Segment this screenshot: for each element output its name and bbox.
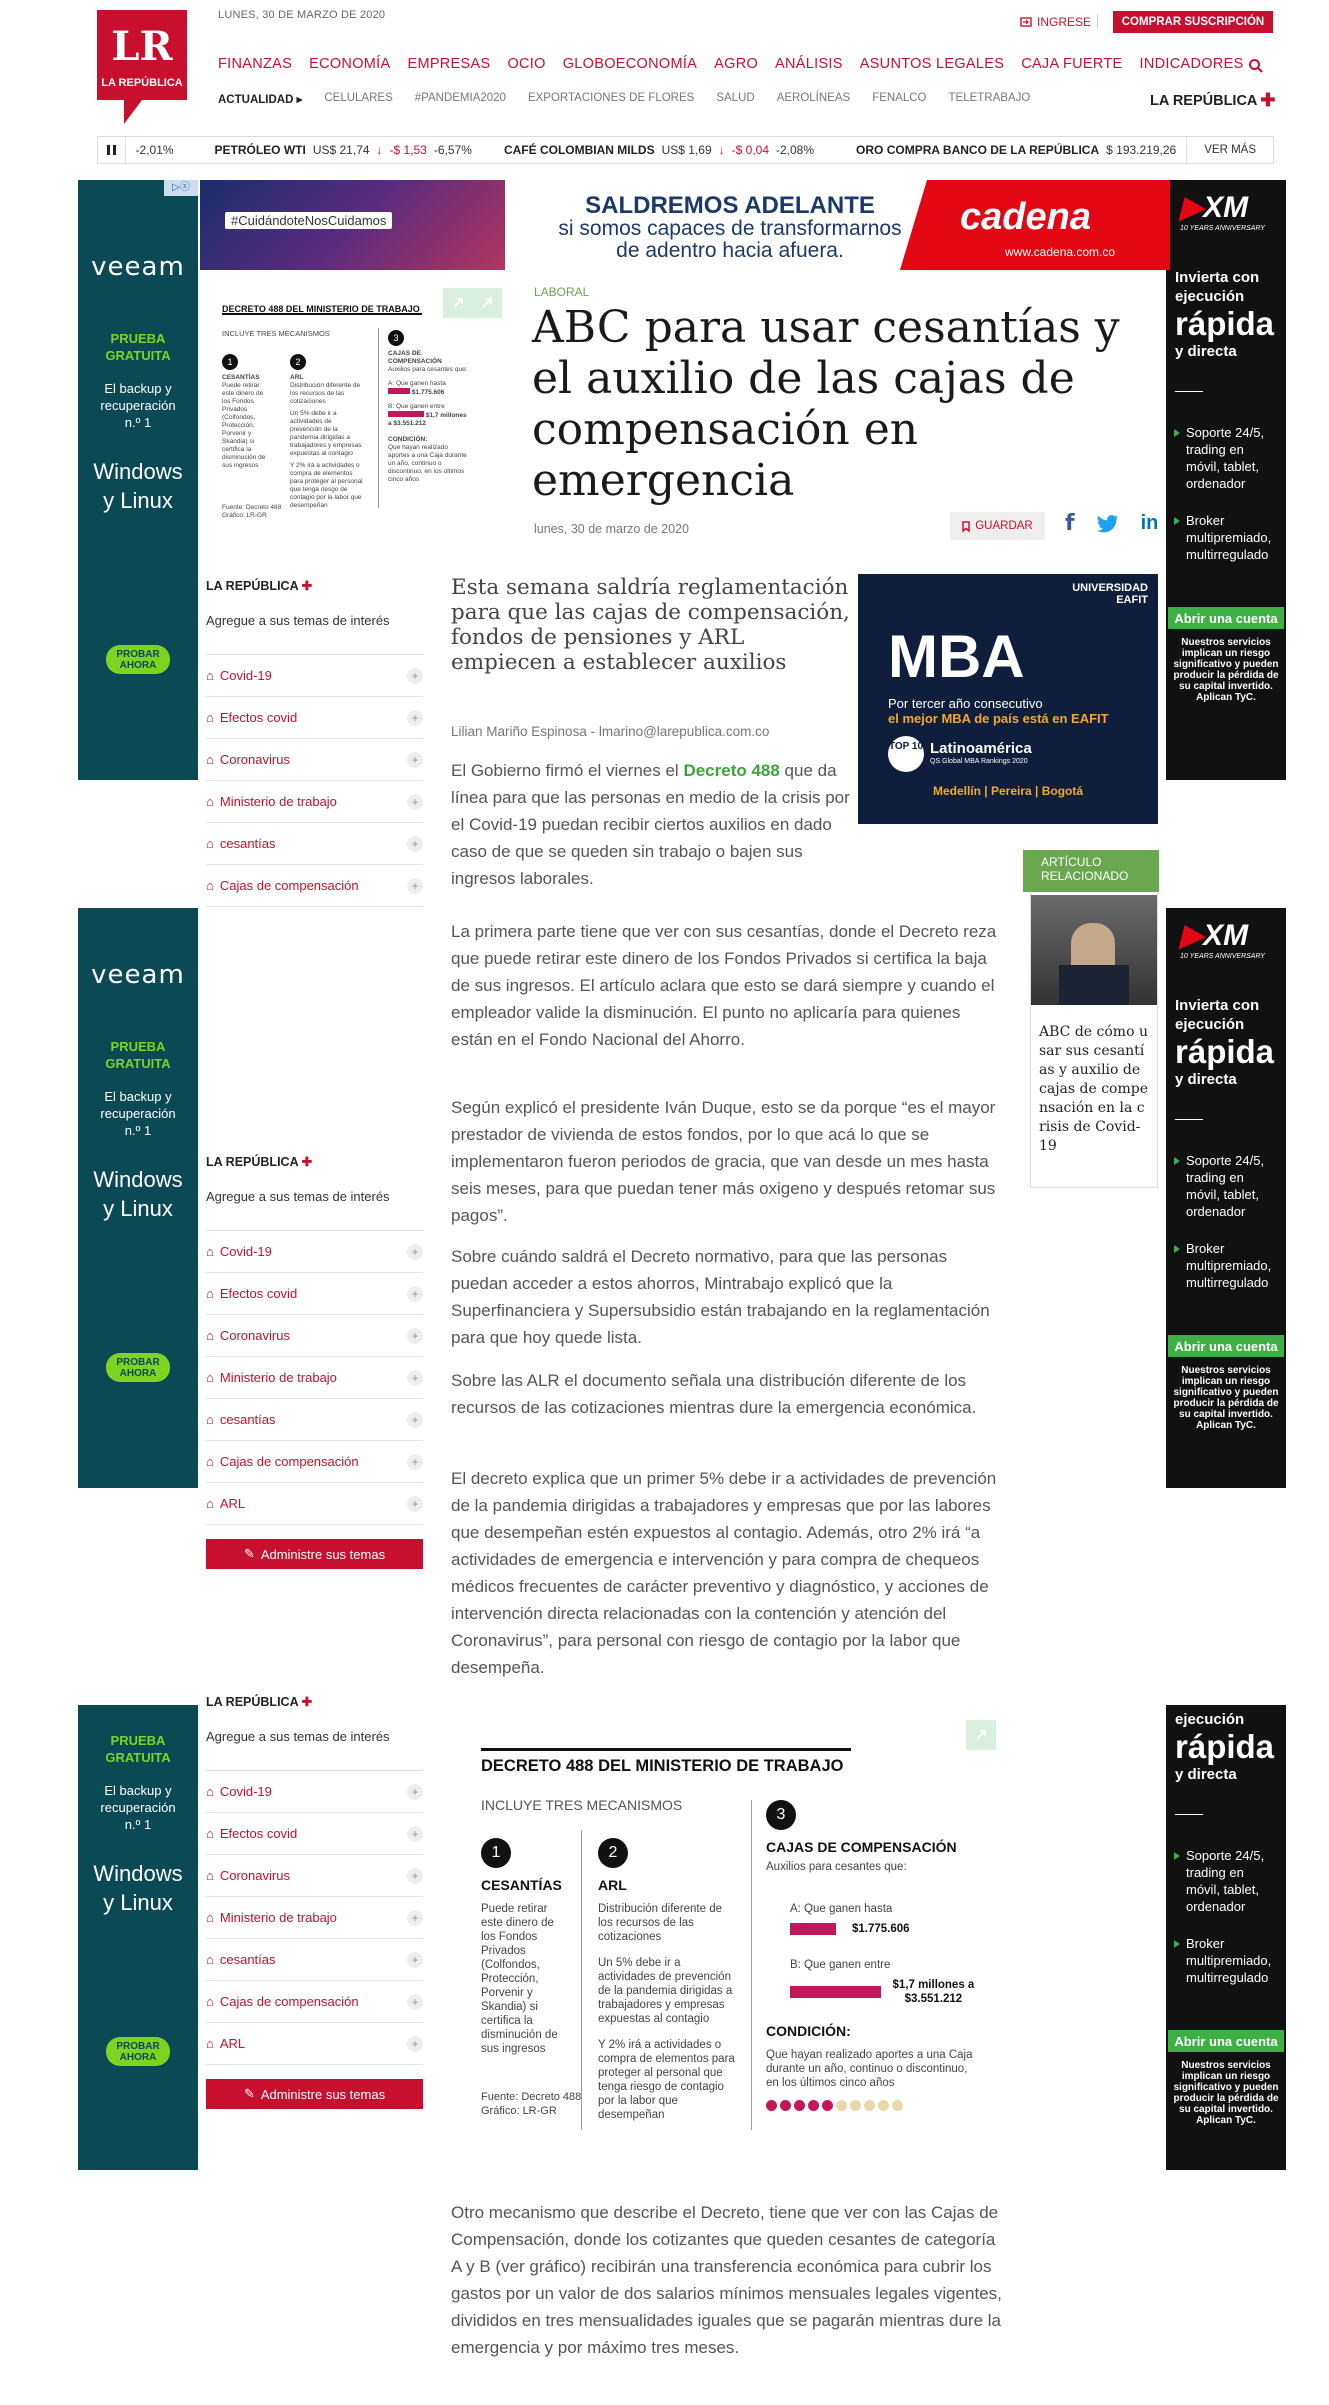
xm-logo: ▶XM — [1180, 919, 1249, 952]
interest-topic[interactable]: ⌂ Ministerio de trabajo + — [206, 1897, 423, 1939]
tag-icon: ⌂ — [206, 2036, 214, 2051]
login-label: INGRESE — [1037, 15, 1092, 29]
subnav-item-actualidad[interactable]: ACTUALIDAD ▸ — [218, 94, 303, 106]
linkedin-icon[interactable]: in — [1140, 512, 1159, 534]
add-topic-icon[interactable]: + — [407, 2036, 423, 2052]
down-arrow-icon: ↓ — [376, 143, 383, 157]
add-topic-icon[interactable]: + — [407, 1454, 423, 1470]
plus-icon: ✚ — [301, 1695, 313, 1709]
add-topic-icon[interactable]: + — [407, 1952, 423, 1968]
tag-icon: ⌂ — [206, 1784, 214, 1799]
decree-link[interactable]: Decreto 488 — [683, 761, 780, 780]
nav-item[interactable]: ASUNTOS LEGALES — [859, 56, 1005, 72]
interest-topic[interactable]: ⌂ Efectos covid + — [206, 1813, 423, 1855]
related-image — [1031, 895, 1157, 1005]
interest-topic[interactable]: ⌂ ARL + — [206, 1483, 423, 1525]
ticker-item: -2,01% — [135, 143, 174, 157]
expand-icon[interactable] — [443, 288, 473, 318]
veeam-ad[interactable]: ▷ⓧ veeam PRUEBA GRATUITA El backup y recuperación n.º 1 Windows y Linux PROBAR AHORA — [78, 180, 198, 780]
plus-icon: ✚ — [1260, 90, 1276, 110]
xm-ad[interactable]: Invierta con ejecución rápida y directa Soporte 24/5, trading en móvil, tablet, ordenador Broker multipremiado, multirregulado Abrir una cuenta Nuestros servicios implican un riesgo significativo y pueden producir la pérdida de su capital invertido. Aplican TyC. — [1166, 1705, 1286, 2170]
tag-icon: ⌂ — [206, 1412, 214, 1427]
add-topic-icon[interactable]: + — [407, 752, 423, 768]
interest-panel: LA REPÚBLICA ✚ Agregue a sus temas de interés ⌂ Covid-19 + ⌂ Efectos covid + ⌂ Coronavirus + ⌂ Ministerio de trabajo + ⌂ cesantías + ⌂ Cajas de compensación + — [206, 578, 423, 907]
add-topic-icon[interactable]: + — [407, 1328, 423, 1344]
lr-plus-label: LA REPÚBLICA — [1150, 92, 1258, 109]
svg-text:LR: LR — [111, 23, 173, 70]
sub-nav — [218, 92, 1030, 106]
interest-topic[interactable]: ⌂ Coronavirus + — [206, 1855, 423, 1897]
veeam-cta[interactable]: PROBAR AHORA — [106, 2037, 170, 2066]
plus-icon: ✚ — [301, 579, 313, 593]
tag-icon: ⌂ — [206, 710, 214, 725]
interest-topic[interactable]: ⌂ Covid-19 + — [206, 1231, 423, 1273]
social-share — [1065, 511, 1158, 536]
add-topic-icon[interactable]: + — [407, 1910, 423, 1926]
ticker-item: ORO COMPRA BANCO DE LA REPÚBLICA $ 193.219,26 — [856, 143, 1177, 157]
add-topic-icon[interactable]: + — [407, 1412, 423, 1428]
tag-icon: ⌂ — [206, 1910, 214, 1925]
number-badge: 2 — [598, 1838, 628, 1868]
number-badge: 3 — [766, 1800, 796, 1830]
paragraph: Otro mecanismo que describe el Decreto, tiene que ver con las Cajas de Compensación, donde los cotizantes que queden cesantes de categoría A y B (ver gráfico) recibirán una transferencia económica para cubrir los gastos por un valor de dos salarios mínimos mensuales legales vigentes, divididos en tres mensualidades iguales que se pagarán mientras dure la emergencia y por máximo tres meses. — [451, 2203, 1002, 2357]
paragraph: El Gobierno firmó el viernes el Decreto 488 que da línea para que las personas en medio de la crisis por el Covid-19 puedan recibir ciertos auxilios en dado caso de que se queden sin trabajo o bajen sus ingresos laborales. — [451, 761, 850, 888]
interest-topic[interactable]: ⌂ Covid-19 + — [206, 655, 423, 697]
paragraph: La primera parte tiene que ver con sus cesantías, donde el Decreto reza que puede retirar este dinero de los Fondos Privados si certifica la baja de sus ingresos. El artículo aclara que esto se dará siempre y cuando el empleador valide la disminución. El punto no aplicaría para quienes están en el Fondo Nacional del Ahorro. — [451, 922, 997, 1049]
tag-icon: ⌂ — [206, 878, 214, 893]
nav-item[interactable]: ANÁLISIS — [775, 56, 843, 72]
ticker-item: CAFÉ COLOMBIAN MILDS US$ 1,69 ↓ -$ 0,04 -2,08% — [503, 143, 815, 157]
infographic[interactable]: DECRETO 488 DEL MINISTERIO DE TRABAJO INCLUYE TRES MECANISMOS 1 CESANTÍAS Puede retirar este dinero de los Fondos Privados (Colfondos, Protección, Porvenir y Skandia) si certifica la disminución de sus ingresos 2 ARL Distribución diferente de los recursos de las cotizaciones Un 5% debe ir a actividades de prevención de la pandemia dirigidas a trabajadores y empresas expuestas al contagio Y 2% irá a actividades o compra de elementos para proteger al personal que tenga riesgo de contagio por la labor que desempeñan 3 CAJAS DE COMPENSACIÓN Auxilios para cesantes que: A: Que ganen hasta $1.775.606 B: Que ganen entre $1,7 millones a $3.551.212 CONDICIÓN: Que hayan realizado aportes a una Caja durante un año, continuo o discontinuo, en los últimos cinco años Fuente: Decreto 488 Gráfico: LR-GR — [451, 1720, 1003, 2140]
nav-item[interactable]: EMPRESAS — [407, 56, 491, 72]
subnav-item[interactable]: TELETRABAJO — [948, 92, 1031, 104]
tag-icon: ⌂ — [206, 1244, 214, 1259]
tag-icon: ⌂ — [206, 752, 214, 767]
veeam-ad[interactable]: veeam PRUEBA GRATUITA El backup y recuperación n.º 1 Windows y Linux PROBAR AHORA — [78, 908, 198, 1488]
interest-topic[interactable]: ⌂ cesantías + — [206, 1939, 423, 1981]
infographic-title: DECRETO 488 DEL MINISTERIO DE TRABAJO — [481, 1748, 851, 1773]
add-topic-icon[interactable]: + — [407, 1370, 423, 1386]
save-button[interactable]: GUARDAR — [950, 512, 1045, 540]
header-divider — [1097, 14, 1098, 28]
xm-cta-button[interactable]: Abrir una cuenta — [1168, 607, 1284, 629]
interest-topic[interactable]: ⌂ Cajas de compensación + — [206, 865, 423, 907]
bar-b — [790, 1986, 881, 1998]
article-lead: Esta semana saldría reglamentación para que las cajas de compensación, fondos de pensiones y ARL empiecen a establecer auxilios — [451, 575, 850, 675]
number-badge: 1 — [481, 1838, 511, 1868]
subnav-item[interactable]: AEROLÍNEAS — [776, 92, 851, 104]
related-article-card[interactable] — [1030, 850, 1158, 1188]
interest-topic[interactable]: ⌂ Efectos covid + — [206, 1273, 423, 1315]
divider — [1175, 391, 1203, 392]
add-topic-icon[interactable]: + — [407, 794, 423, 810]
year-dots — [766, 2100, 976, 2111]
interest-topic[interactable]: ⌂ Cajas de compensación + — [206, 1441, 423, 1483]
divider — [1175, 1119, 1203, 1120]
subnav-item[interactable]: EXPORTACIONES DE FLORES — [527, 92, 695, 104]
facebook-icon[interactable]: f — [1065, 511, 1075, 536]
market-ticker — [97, 136, 1274, 164]
interest-panel: LA REPÚBLICA ✚ Agregue a sus temas de interés ⌂ Covid-19 + ⌂ Efectos covid + ⌂ Coronavirus + ⌂ Ministerio de trabajo + ⌂ cesantías + ⌂ Cajas de compensación + ⌂ ARL + ✎ Administre sus temas — [206, 1694, 423, 2170]
veeam-cta[interactable]: PROBAR AHORA — [106, 645, 170, 674]
divider — [1175, 1814, 1203, 1815]
veeam-cta[interactable]: PROBAR AHORA — [106, 1353, 170, 1382]
tag-icon: ⌂ — [206, 1286, 214, 1301]
add-topic-icon[interactable]: + — [407, 668, 423, 684]
nav-item[interactable]: OCIO — [507, 56, 546, 72]
paragraph: Sobre las ALR el documento señala una distribución diferente de los recursos de las cotizaciones mientras dure la emergencia económica. — [451, 1371, 977, 1417]
add-topic-icon[interactable]: + — [407, 1784, 423, 1800]
eafit-mba-ad[interactable]: UNIVERSIDAD EAFIT MBA Por tercer año consecutivo el mejor MBA de país está en EAFIT TOP 10 Latinoamérica QS Global MBA Rankings 2020 Medellín | Pereira | Bogotá — [858, 574, 1158, 824]
login-icon — [1020, 17, 1032, 27]
paragraph: Sobre cuándo saldrá el Decreto normativo, para que las personas puedan acceder a estos ahorros, Mintrabajo explicó que la Superfinanciera y Supersubsidio están trabajando en la reglamentación para que hoy quede lista. — [451, 1247, 990, 1347]
add-topic-icon[interactable]: + — [407, 878, 423, 894]
pencil-icon: ✎ — [243, 1546, 255, 1561]
tag-icon: ⌂ — [206, 1994, 214, 2009]
ad-choices-icon[interactable]: ▷ⓧ — [164, 180, 198, 196]
plus-icon: ✚ — [301, 1155, 313, 1169]
site-logo[interactable] — [97, 10, 187, 124]
xm-cta-button[interactable]: Abrir una cuenta — [1168, 1335, 1284, 1357]
xm-logo: ▶XM — [1180, 191, 1249, 224]
add-topic-icon[interactable]: + — [407, 1244, 423, 1260]
subnav-item[interactable]: FENALCO — [872, 92, 927, 104]
veeam-logo: veeam — [91, 960, 185, 990]
twitter-icon[interactable] — [1097, 515, 1119, 533]
tag-icon: ⌂ — [206, 668, 214, 683]
tag-icon: ⌂ — [206, 1328, 214, 1343]
article-date: lunes, 30 de marzo de 2020 — [534, 522, 689, 536]
nav-item[interactable]: INDICADORES — [1139, 56, 1244, 72]
tag-icon: ⌂ — [206, 1454, 214, 1469]
subnav-item[interactable]: CELULARES — [324, 92, 393, 104]
add-topic-icon[interactable]: + — [407, 1286, 423, 1302]
interest-topic[interactable]: ⌂ Cajas de compensación + — [206, 1981, 423, 2023]
down-arrow-icon: ↓ — [718, 143, 725, 157]
main-nav — [218, 56, 1244, 72]
expand-icon[interactable] — [472, 288, 502, 318]
lr-plus-link[interactable] — [1150, 90, 1276, 111]
interest-topic[interactable]: ⌂ cesantías + — [206, 823, 423, 865]
tag-icon: ⌂ — [206, 1370, 214, 1385]
bookmark-icon — [962, 521, 970, 532]
article-author[interactable]: Lilian Mariño Espinosa - lmarino@larepublica.com.co — [451, 724, 770, 739]
tag-icon: ⌂ — [206, 1868, 214, 1883]
infographic-thumbnail[interactable]: DECRETO 488 DEL MINISTERIO DE TRABAJO INCLUYE TRES MECANISMOS 1 CESANTÍAS Puede retirar este dinero de los Fondos Privados (Colfondos, Protección, Porvenir y Skandia) si certifica la disminución de sus ingresos 2 ARL Distribución diferente de los recursos de las cotizaciones Un 5% debe ir a actividades de prevención de la pandemia dirigidas a trabajadores y empresas expuestas al contagio Y 2% irá a actividades o compra de elementos para proteger al personal que tenga riesgo de contagio por la labor que desempeñan 3 CAJAS DE COMPENSACIÓN Auxilios para cesantes que: A: Que ganen hasta $1.775.606 B: Que ganen entre $1,7 millones a $3.551.212 CONDICIÓN: Que hayan realizado aportes a una Caja durante un año, continuo o discontinuo, en los últimos cinco años Fuente: Decreto 488 Gráfico: LR-GR — [210, 288, 473, 528]
related-title: ABC de cómo usar sus cesantías y auxilio de cajas de compensación en la crisis de Covid-19 — [1039, 1024, 1148, 1154]
paragraph: El decreto explica que un primer 5% debe ir a actividades de prevención de la pandemia dirigidas a trabajadores y empresas que por las labores que desempeñan estén expuestos al contagio. Además, otro 2% irá “a actividades de emergencia e intervención y para compra de chequeos médicos frecuentes de carácter preventivo y diagnóstico, y acciones de intervención directa relacionadas con la contención y atención del Coronavirus”, para personal con riesgo de contagio por la labor que desempeña. — [451, 1469, 997, 1677]
pencil-icon: ✎ — [243, 2086, 255, 2101]
xm-ad[interactable]: ▶XM 10 YEARS ANNIVERSARY Invierta con ejecución rápida y directa Soporte 24/5, trading en móvil, tablet, ordenador Broker multipremiado, multirregulado Abrir una cuenta Nuestros servicios implican un riesgo significativo y pueden producir la pérdida de su capital invertido. Aplican TyC. — [1166, 908, 1286, 1488]
subnav-item[interactable]: SALUD — [716, 92, 755, 104]
veeam-ad[interactable]: PRUEBA GRATUITA El backup y recuperación n.º 1 Windows y Linux PROBAR AHORA — [78, 1705, 198, 2170]
nav-item[interactable]: ECONOMÍA — [309, 56, 391, 72]
add-topic-icon[interactable]: + — [407, 836, 423, 852]
tag-icon: ⌂ — [206, 1496, 214, 1511]
nav-item[interactable]: CAJA FUERTE — [1021, 56, 1123, 72]
pause-icon[interactable] — [98, 137, 126, 163]
add-topic-icon[interactable]: + — [407, 1496, 423, 1512]
interest-topic[interactable]: ⌂ cesantías + — [206, 1399, 423, 1441]
expand-icon[interactable] — [966, 1720, 996, 1750]
paragraph: Según explicó el presidente Iván Duque, esto se da porque “es el mayor prestador de vivienda de estos fondos, por lo que acá lo que se implementaron fueron periodos de gracia, que van desde un mes hasta seis meses, para que puedan tener más oxigeno y después retomar sus pagos”. — [451, 1098, 996, 1225]
search-icon[interactable] — [1248, 58, 1264, 74]
interest-topic[interactable]: ⌂ Ministerio de trabajo + — [206, 1357, 423, 1399]
nav-item[interactable]: AGRO — [714, 56, 759, 72]
article-kicker[interactable]: LABORAL — [534, 285, 590, 299]
interest-topic[interactable]: ⌂ Coronavirus + — [206, 1315, 423, 1357]
veeam-logo: veeam — [91, 252, 185, 282]
login-link[interactable] — [1020, 15, 1091, 29]
add-topic-icon[interactable]: + — [407, 1994, 423, 2010]
header-date: LUNES, 30 DE MARZO DE 2020 — [218, 9, 386, 21]
related-flag: ARTÍCULO RELACIONADO — [1023, 850, 1159, 892]
ticker-more-button[interactable]: VER MÁS — [1186, 137, 1273, 163]
interest-panel: LA REPÚBLICA ✚ Agregue a sus temas de interés ⌂ Covid-19 + ⌂ Efectos covid + ⌂ Coronavirus + ⌂ Ministerio de trabajo + ⌂ cesantías + ⌂ Cajas de compensación + ⌂ ARL + ✎ Administre sus temas — [206, 1154, 423, 1569]
nav-item[interactable]: GLOBOECONOMÍA — [562, 56, 698, 72]
bar-a — [790, 1923, 836, 1935]
xm-ad[interactable]: ▶XM 10 YEARS ANNIVERSARY Invierta con ejecución rápida y directa Soporte 24/5, trading en móvil, tablet, ordenador Broker multipremiado, multirregulado Abrir una cuenta Nuestros servicios implican un riesgo significativo y pueden producir la pérdida de su capital invertido. Aplican TyC. — [1166, 180, 1286, 780]
subnav-item[interactable]: #PANDEMIA2020 — [414, 92, 506, 104]
subscribe-button[interactable]: COMPRAR SUSCRIPCIÓN — [1113, 11, 1273, 33]
interest-topic[interactable]: ⌂ Ministerio de trabajo + — [206, 781, 423, 823]
cadena-logo: cadena — [960, 196, 1091, 238]
manage-topics-button[interactable]: ✎ Administre sus temas — [206, 2079, 423, 2109]
add-topic-icon[interactable]: + — [407, 1868, 423, 1884]
tag-icon: ⌂ — [206, 794, 214, 809]
cadena-banner-ad[interactable]: #CuidándoteNosCuidamos SALDREMOS ADELANTE si somos capaces de transformarnos de adentro hacia afuera. cadena www.cadena.com.co — [200, 180, 1170, 270]
interest-topic[interactable]: ⌂ Coronavirus + — [206, 739, 423, 781]
svg-text:LA REPÚBLICA: LA REPÚBLICA — [101, 77, 183, 89]
interest-topic[interactable]: ⌂ Efectos covid + — [206, 697, 423, 739]
ticker-item: PETRÓLEO WTI US$ 21,74 ↓ -$ 1,53 -6,57% — [214, 143, 472, 157]
interest-topic[interactable]: ⌂ Covid-19 + — [206, 1771, 423, 1813]
tag-icon: ⌂ — [206, 1952, 214, 1967]
tag-icon: ⌂ — [206, 1826, 214, 1841]
interest-topic[interactable]: ⌂ ARL + — [206, 2023, 423, 2065]
nav-item[interactable]: FINANZAS — [218, 56, 293, 72]
tag-icon: ⌂ — [206, 836, 214, 851]
article-title: ABC para usar cesantías y el auxilio de las cajas de compensación en emergencia — [532, 302, 1120, 506]
manage-topics-button[interactable]: ✎ Administre sus temas — [206, 1539, 423, 1569]
add-topic-icon[interactable]: + — [407, 710, 423, 726]
xm-cta-button[interactable]: Abrir una cuenta — [1168, 2030, 1284, 2052]
add-topic-icon[interactable]: + — [407, 1826, 423, 1842]
